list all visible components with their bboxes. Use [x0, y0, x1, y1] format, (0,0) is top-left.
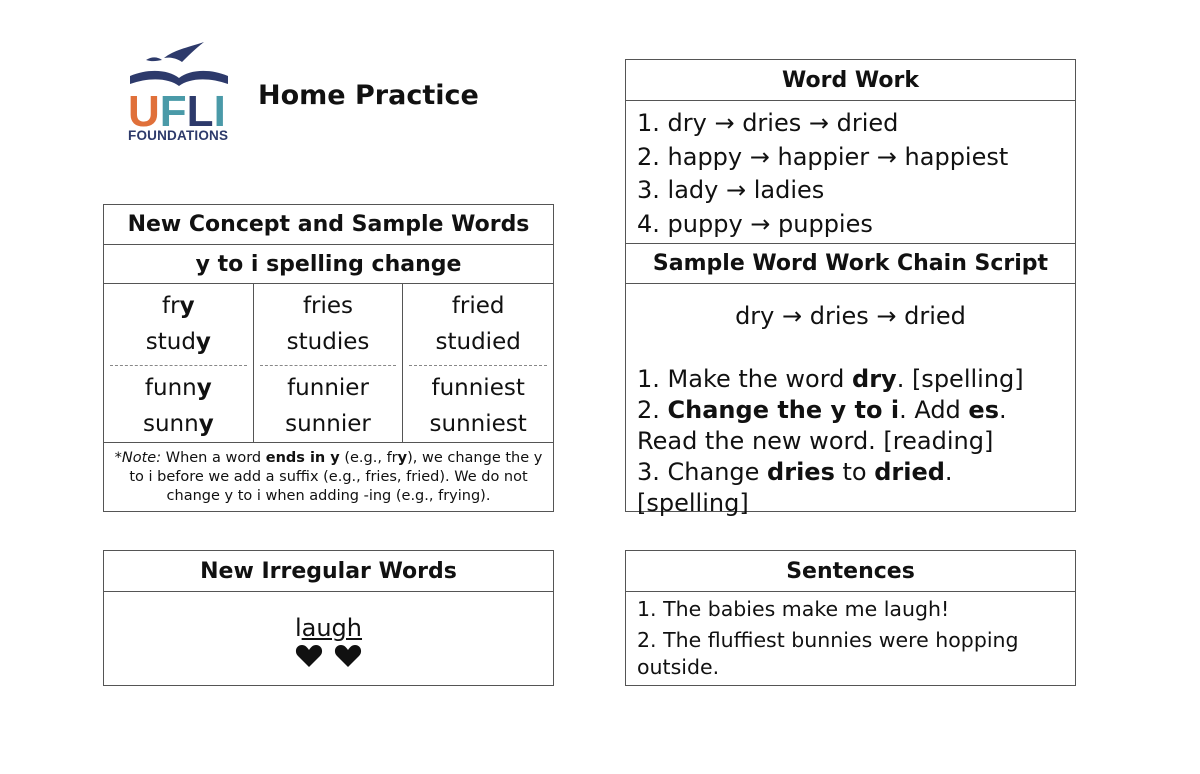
list-item: 1. dry → dries → dried — [637, 109, 899, 137]
ufli-logo — [124, 40, 234, 150]
list-item: 2. The fluffiest bunnies were hopping outside. — [637, 628, 1019, 679]
irregular-box — [103, 550, 554, 686]
word-work-list — [626, 101, 1075, 244]
list-item: 3. lady → ladies — [637, 176, 825, 204]
column-ed — [403, 284, 553, 442]
logo-letters: UFLI — [128, 87, 226, 136]
list-item: 2. happy → happier → happiest — [637, 142, 1009, 171]
concept-heading: New Concept and Sample Words — [104, 205, 553, 245]
logo-subtext: FOUNDATIONS — [128, 128, 229, 143]
heart-icon — [295, 644, 323, 668]
word: sunny — [142, 411, 214, 437]
word: studies — [286, 329, 370, 355]
word: funniest — [431, 375, 525, 401]
word: studied — [435, 329, 521, 355]
word-work-heading: Word Work — [626, 60, 1075, 101]
word: funnier — [287, 375, 369, 401]
chain-step: 2. Change the y to i. Add es. Read the new word. [reading] — [637, 396, 1007, 455]
irregular-word: laugh — [294, 614, 363, 642]
chain-steps — [626, 364, 1075, 519]
chain-script-heading: Sample Word Work Chain Script — [626, 244, 1075, 284]
irregular-heading: New Irregular Words — [104, 551, 553, 592]
word: fried — [451, 293, 505, 319]
sample-words-grid — [104, 284, 553, 443]
heart-icon — [334, 644, 362, 668]
word-work-box — [625, 59, 1076, 517]
list-item: 4. puppy → puppies — [637, 209, 873, 238]
word: fries — [302, 293, 354, 319]
concept-box — [103, 204, 554, 512]
concept-subheading: y to i spelling change — [104, 245, 553, 284]
dashed-divider — [110, 365, 247, 366]
sentences-list — [626, 592, 1075, 685]
heart-marks — [104, 644, 553, 673]
dashed-divider — [409, 365, 547, 366]
sentences-heading: Sentences — [626, 551, 1075, 592]
word: sunnier — [285, 411, 371, 437]
chain-line: dry → dries → dried — [735, 302, 966, 330]
word: fry — [162, 293, 195, 319]
word: funny — [144, 375, 212, 401]
list-item: 1. The babies make me laugh! — [637, 597, 950, 621]
column-es — [254, 284, 404, 442]
concept-note: *Note: When a word ends in y (e.g., fry), we change the y to i before we add a suffix (e.g., fries, fried). We do not change y to i when adding -ing (e.g., frying). — [114, 450, 543, 504]
word: sunniest — [429, 411, 527, 437]
sentences-box — [625, 550, 1076, 686]
dashed-divider — [260, 365, 397, 366]
chain-step: 3. Change dries to dried. [spelling] — [637, 458, 953, 517]
column-base — [104, 284, 254, 442]
page-title: Home Practice — [258, 80, 479, 111]
word: study — [145, 329, 211, 355]
chain-step: 1. Make the word dry. [spelling] — [637, 365, 1024, 393]
